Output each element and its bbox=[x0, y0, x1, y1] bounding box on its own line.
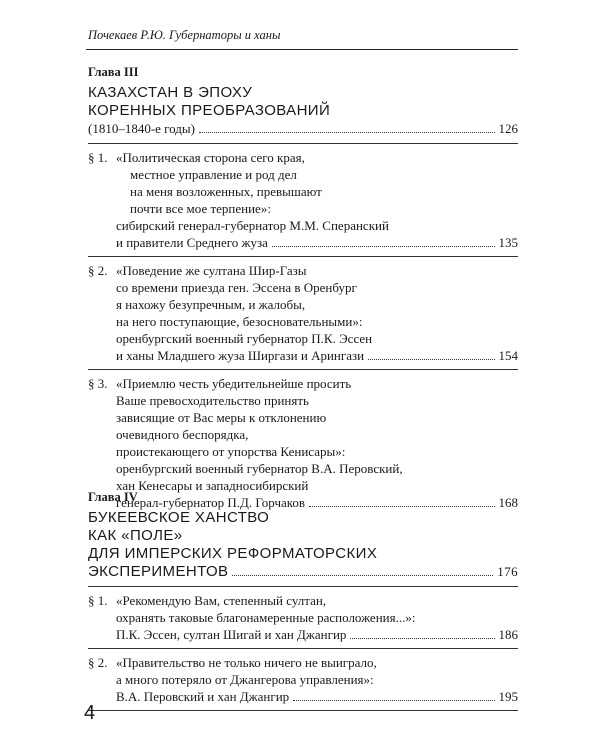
page-number: 176 bbox=[497, 564, 518, 579]
chapter-3 bbox=[88, 64, 518, 513]
section-line: «Правительство не только ничего не выиграло, bbox=[116, 655, 377, 670]
section-number: § 2. bbox=[88, 263, 108, 278]
section-last-line bbox=[116, 688, 518, 705]
section-line: со времени приезда ген. Эссена в Оренбург bbox=[116, 280, 357, 295]
section-line: зависящие от Вас меры к отклонению bbox=[116, 410, 327, 425]
section-line: я нахожу безупречным, и жалобы, bbox=[116, 297, 306, 312]
section-last: и правители Среднего жуза bbox=[116, 235, 268, 250]
section-line: а много потеряло от Джангерова управления»: bbox=[116, 672, 374, 687]
leader-dots bbox=[368, 359, 494, 360]
page-number: 126 bbox=[498, 121, 518, 136]
section-line: на него поступающие, безосновательными»: bbox=[116, 314, 363, 329]
chapter-title-line: ДЛЯ ИМПЕРСКИХ РЕФОРМАТОРСКИХ bbox=[88, 545, 378, 562]
section-last: и ханы Младшего жуза Ширгази и Арингази bbox=[116, 348, 365, 363]
chapter-title-entry[interactable] bbox=[88, 563, 518, 581]
section-last-line bbox=[116, 347, 518, 364]
page-number: 168 bbox=[498, 495, 518, 510]
chapter-label: Глава IV bbox=[88, 490, 138, 504]
section-number: § 1. bbox=[88, 150, 108, 165]
toc-section[interactable] bbox=[88, 149, 518, 251]
section-line: «Приемлю честь убедительнейше просить bbox=[116, 376, 352, 391]
section-number: § 1. bbox=[88, 593, 108, 608]
section-body bbox=[116, 654, 518, 705]
section-line: хан Кенесары и западносибирский bbox=[116, 478, 309, 493]
section-body bbox=[116, 262, 518, 364]
divider bbox=[88, 256, 518, 257]
page-number: 195 bbox=[498, 689, 518, 704]
divider bbox=[88, 648, 518, 649]
section-line: очевидного беспорядка, bbox=[116, 427, 249, 442]
section-body bbox=[116, 592, 518, 643]
divider bbox=[88, 143, 518, 144]
page-number: 186 bbox=[498, 627, 518, 642]
leader-dots bbox=[199, 132, 495, 133]
header-rule bbox=[86, 49, 518, 50]
section-line: «Политическая сторона сего края, bbox=[116, 150, 305, 165]
chapter-title-line: КАЗАХСТАН В ЭПОХУ bbox=[88, 84, 253, 101]
divider bbox=[88, 586, 518, 587]
section-line: «Рекомендую Вам, степенный султан, bbox=[116, 593, 327, 608]
page-number: 135 bbox=[498, 235, 518, 250]
section-line: оренбургский военный губернатор В.А. Перовский, bbox=[116, 461, 403, 476]
section-body bbox=[116, 149, 518, 251]
chapter-title-last: ЭКСПЕРИМЕНТОВ bbox=[88, 563, 229, 580]
section-number: § 2. bbox=[88, 655, 108, 670]
folio-page-number: 4 bbox=[84, 702, 96, 724]
chapter-title bbox=[88, 84, 518, 120]
chapter-title-entry[interactable] bbox=[88, 120, 518, 138]
section-line: почти все мое терпение»: bbox=[130, 201, 271, 216]
section-last: генерал-губернатор П.Д. Горчаков bbox=[116, 495, 306, 510]
section-line: местное управление и род дел bbox=[130, 167, 297, 182]
chapter-4 bbox=[88, 489, 518, 716]
section-last-line bbox=[116, 234, 518, 251]
chapter-title bbox=[88, 509, 518, 563]
running-header: Почекаев Р.Ю. Губернаторы и ханы bbox=[88, 28, 281, 42]
section-line: охранять таковые благонамеренные расположения...»: bbox=[116, 610, 416, 625]
section-last: В.А. Перовский и хан Джангир bbox=[116, 689, 290, 704]
section-line: оренбургский военный губернатор П.К. Эссен bbox=[116, 331, 373, 346]
leader-dots bbox=[232, 575, 493, 576]
chapter-label: Глава III bbox=[88, 65, 139, 79]
chapter-title-line: БУКЕЕВСКОЕ ХАНСТВО bbox=[88, 509, 270, 526]
section-line: «Поведение же султана Шир-Газы bbox=[116, 263, 307, 278]
divider bbox=[88, 710, 518, 711]
divider bbox=[88, 369, 518, 370]
chapter-title-last: (1810–1840-е годы) bbox=[88, 121, 195, 136]
section-last-line bbox=[116, 626, 518, 643]
chapter-title-line: КОРЕННЫХ ПРЕОБРАЗОВАНИЙ bbox=[88, 102, 331, 119]
section-number: § 3. bbox=[88, 376, 108, 391]
section-line: проистекающего от упорства Кенисары»: bbox=[116, 444, 346, 459]
leader-dots bbox=[293, 700, 494, 701]
leader-dots bbox=[272, 246, 495, 247]
toc-section[interactable] bbox=[88, 654, 518, 705]
section-line: на меня возложенных, превышают bbox=[130, 184, 322, 199]
section-line: Ваше превосходительство принять bbox=[116, 393, 309, 408]
toc-section[interactable] bbox=[88, 262, 518, 364]
section-last: П.К. Эссен, султан Шигай и хан Джангир bbox=[116, 627, 347, 642]
page-number: 154 bbox=[498, 348, 518, 363]
leader-dots bbox=[350, 638, 494, 639]
section-line: сибирский генерал-губернатор М.М. Сперанский bbox=[116, 218, 389, 233]
toc-section[interactable] bbox=[88, 592, 518, 643]
chapter-title-line: КАК «ПОЛЕ» bbox=[88, 527, 183, 544]
